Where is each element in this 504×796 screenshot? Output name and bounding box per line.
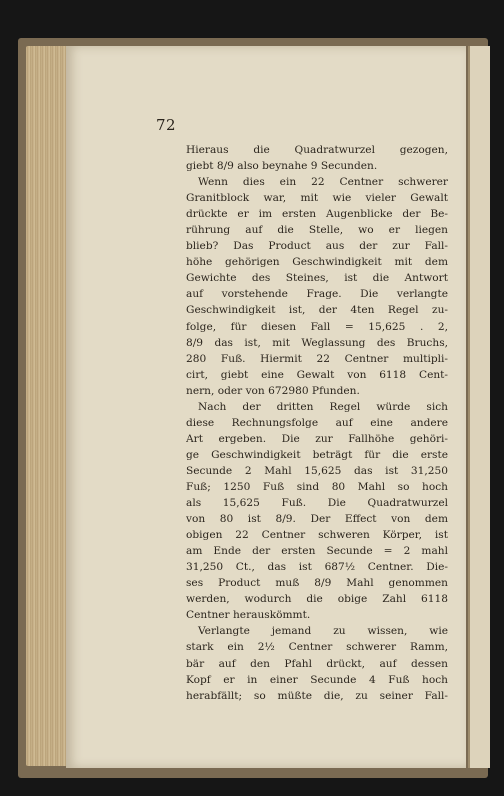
- text-line: ge Geschwindigkeit beträgt für die erste: [186, 448, 448, 461]
- text-line: Verlangte jemand zu wissen, wie: [198, 625, 448, 638]
- text-line: Wenn dies ein 22 Centner schwerer: [198, 176, 448, 189]
- text-line: von 80 ist 8/9. Der Effect von dem: [186, 513, 448, 526]
- text-line: 31,250 Ct., das ist 687½ Centner. Die-: [186, 561, 448, 574]
- text-line: giebt 8/9 also beynahe 9 Secunden.: [186, 160, 378, 173]
- text-line: 280 Fuß. Hiermit 22 Centner multipli-: [186, 352, 448, 365]
- text-line: Nach der dritten Regel würde sich: [198, 400, 448, 413]
- page-edges: [26, 46, 68, 766]
- text-line: rührung auf die Stelle, wo er liegen: [186, 224, 448, 237]
- text-line: Geschwindigkeit ist, der 4ten Regel zu-: [186, 304, 448, 317]
- text-line: Kopf er in einer Secunde 4 Fuß hoch: [186, 673, 448, 686]
- text-line: Art ergeben. Die zur Fallhöhe gehöri-: [186, 432, 448, 445]
- text-line: auf vorstehende Frage. Die verlangte: [186, 288, 448, 301]
- text-line: als 15,625 Fuß. Die Quadratwurzel: [186, 497, 448, 510]
- text-line: Hieraus die Quadratwurzel gezogen,: [186, 144, 448, 156]
- text-line: blieb? Das Product aus der zur Fall-: [186, 240, 448, 253]
- text-line: bär auf den Pfahl drückt, auf dessen: [186, 657, 448, 670]
- text-line: ses Product muß 8/9 Mahl genommen: [186, 577, 448, 590]
- text-line: höhe gehörigen Geschwindigkeit mit dem: [186, 256, 448, 269]
- text-line: Granitblock war, mit wie vieler Gewalt: [186, 192, 448, 205]
- text-line: werden, wodurch die obige Zahl 6118: [186, 593, 448, 606]
- text-line: drückte er im ersten Augenblicke der Be-: [186, 208, 448, 221]
- facing-page-edge: [468, 46, 490, 768]
- text-line: obigen 22 Centner schweren Körper, ist: [186, 529, 448, 542]
- text-line: am Ende der ersten Secunde = 2 mahl: [186, 545, 448, 558]
- text-line: Secunde 2 Mahl 15,625 das ist 31,250: [186, 464, 448, 477]
- text-line: stark ein 2½ Centner schwerer Ramm,: [186, 641, 448, 654]
- text-line: cirt, giebt eine Gewalt von 6118 Cent-: [186, 368, 448, 381]
- text-line: folge, für diesen Fall = 15,625 . 2,: [186, 320, 448, 333]
- text-line: nern, oder von 672980 Pfunden.: [186, 384, 360, 397]
- text-line: 8/9 das ist, mit Weglassung des Bruchs,: [186, 336, 448, 349]
- page-text: [186, 142, 448, 704]
- text-line: diese Rechnungsfolge auf eine andere: [186, 416, 448, 429]
- text-line: Fuß; 1250 Fuß sind 80 Mahl so hoch: [186, 480, 448, 493]
- text-line: Centner herauskömmt.: [186, 609, 311, 622]
- page-number: 72: [156, 116, 177, 134]
- text-line: Gewichte des Steines, ist die Antwort: [186, 272, 448, 285]
- text-line: herabfällt; so müßte die, zu seiner Fall-: [186, 689, 448, 702]
